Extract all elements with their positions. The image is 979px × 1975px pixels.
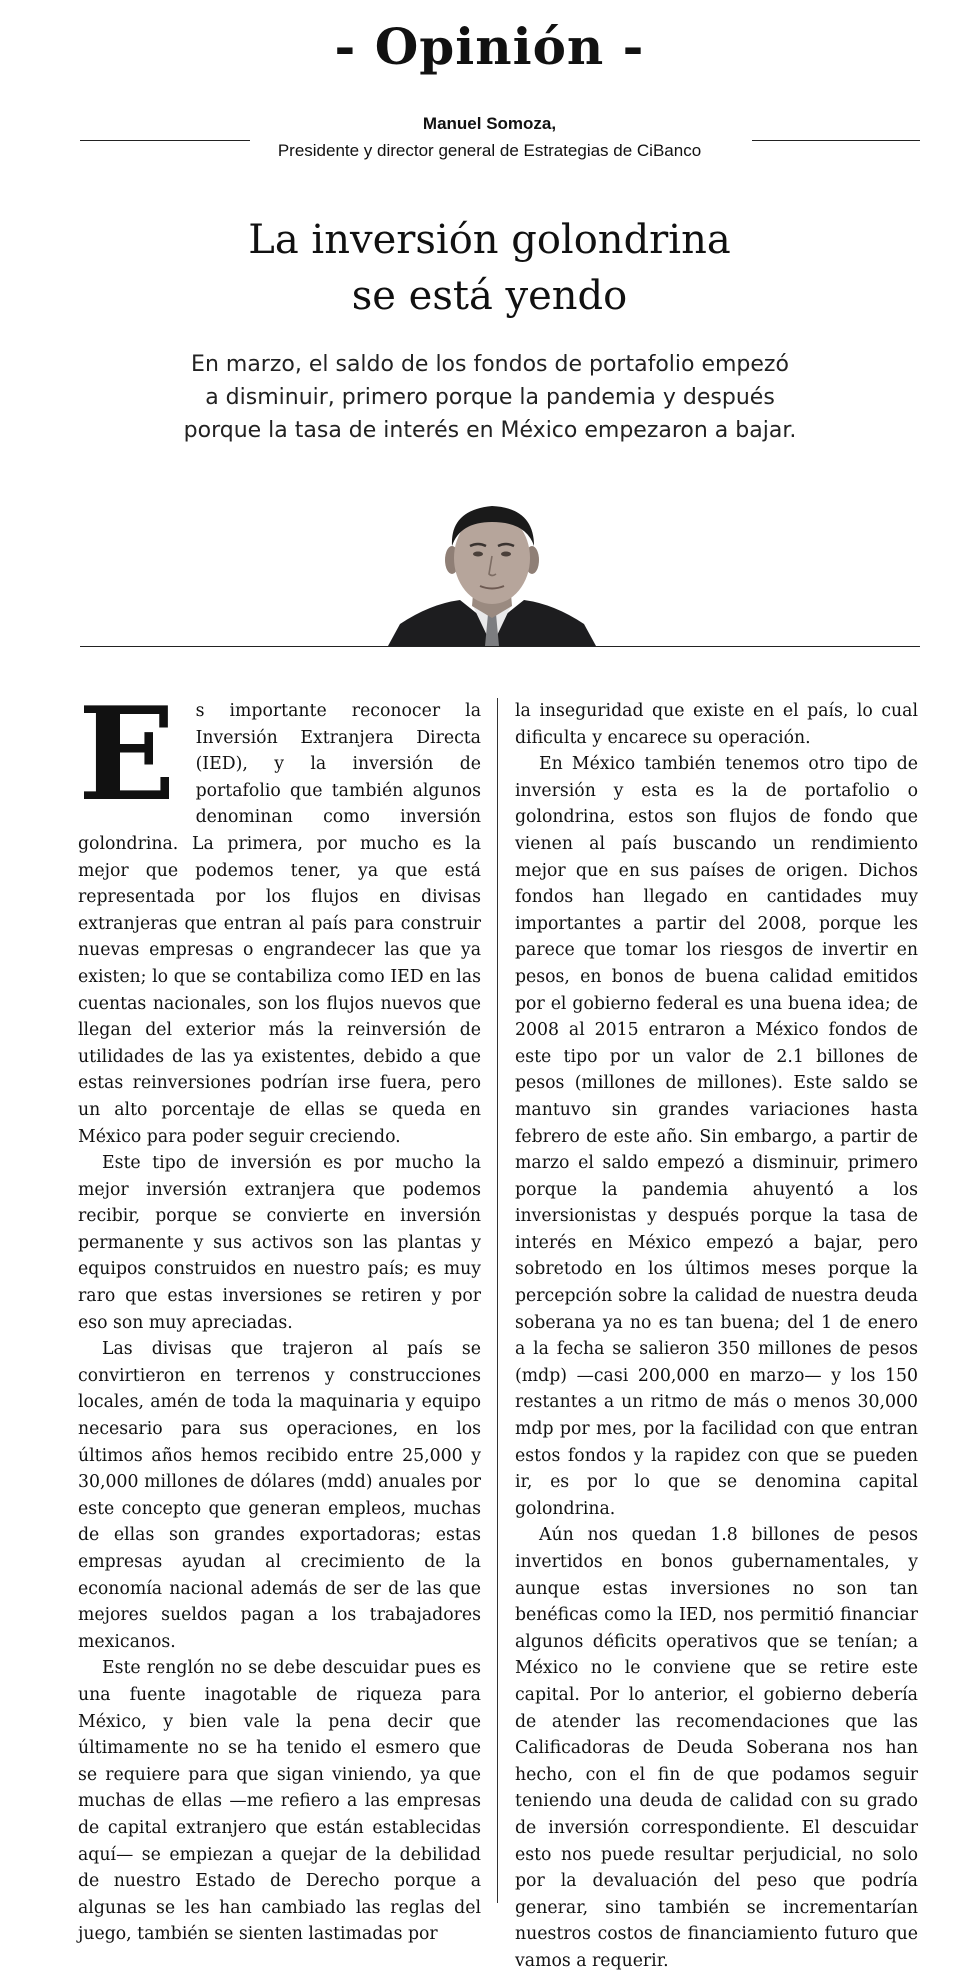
article-paragraph: la inseguridad que existe en el país, lo cual dificulta y encarece su operación. xyxy=(515,701,918,748)
column-divider xyxy=(497,698,498,1903)
headline xyxy=(0,212,979,324)
article-paragraph: En México también tenemos otro tipo de inversión y esta es la de portafolio o golondrina, estos son flujos de fondo que vienen al país buscando un rendimiento mejor que en sus países de origen. Dichos fondos han llegado en cantidades muy importantes a partir del 2008, porque les parece que tomar los riesgos de invertir en pesos, en bonos de buena calidad emitidos por el gobierno federal es una buena idea; de 2008 al 2015 entraron a México fondos de este tipo por un valor de 2.1 billones de pesos (millones de millones). Este saldo se mantuvo sin grandes variaciones hasta febrero de este año. Sin embargo, a partir de marzo el saldo empezó a disminuir, primero porque la pandemia ahuyentó a los inversionistas y después porque la tasa de interés en México empezó a bajar, pero sobretodo en los últimos meses porque la percepción sobre la calidad de nuestra deuda soberana ya no es tan buena; del 1 de enero a la fecha se salieron 350 millones de pesos (mdp) —casi 200,000 en marzo— y los 150 restantes a un ritmo de más o menos 30,000 mdp por mes, por la facilidad con que entran estos fondos y la rapidez con que se pueden ir, es por lo que se denomina capital golondrina. xyxy=(515,754,918,1519)
deck-line: a disminuir, primero porque la pandemia y después xyxy=(205,385,775,410)
article-paragraph: Este tipo de inversión es por mucho la mejor inversión extranjera que podemos recibir, porque se convierte en inversión permanente y sus activos son las plantas y equipos construidos en nuestro país; es muy raro que estas inversiones se retiren y por eso son muy apreciadas. xyxy=(78,1153,481,1333)
drop-cap: E xyxy=(78,680,176,830)
author-role: Presidente y director general de Estrategias de CiBanco xyxy=(277,141,702,160)
photo-baseline-rule xyxy=(80,646,920,647)
author-name: Manuel Somoza, xyxy=(422,114,557,133)
author-photo xyxy=(380,496,604,646)
article-column-right xyxy=(515,698,918,1975)
article-paragraph: Este renglón no se debe descuidar pues es una fuente inagotable de riqueza para México, y bien vale la pena decir que últimamente no se ha tenido el esmero que se requiere para que sigan viniendo, ya que muchas de ellas —me refiero a las empresas de capital extranjero que están establecidas aquí— se empiezan a quejar de la debilidad de nuestro Estado de Derecho porque a algunas se les han cambiado las reglas del juego, también se sienten lastimadas por xyxy=(78,1658,481,1945)
section-title: - Opinión - xyxy=(334,17,645,76)
deck-subtitle xyxy=(120,348,860,447)
article-paragraph: Aún nos quedan 1.8 billones de pesos invertidos en bonos gubernamentales, y aunque estas inversiones no son tan benéficas como la IED, nos permitió financiar algunos déficits operativos que se tenían; a México no le conviene que se retire este capital. Por lo anterior, el gobierno debería de atender las recomendaciones que las Calificadoras de Deuda Soberana nos han hecho, con el fin de que podamos seguir teniendo una deuda de calidad con su grado de inversión correspondiente. El descuidar esto nos puede resultar perjudicial, no solo por la devaluación del peso que podría generar, sino también se incrementarían nuestros costos de financiamiento futuro que vamos a requerir. xyxy=(515,1525,918,1971)
article-paragraph xyxy=(78,680,481,1150)
headline-line: se está yendo xyxy=(351,273,628,319)
deck-line: En marzo, el saldo de los fondos de portafolio empezó xyxy=(191,352,789,377)
article-paragraph: Las divisas que trajeron al país se convirtieron en terrenos y construcciones locales, amén de toda la maquinaria y equipo necesario para sus operaciones, en los últimos años hemos recibido entre 25,000 y 30,000 millones de dólares (mdd) anuales por este concepto que generan empleos, muchas de ellas son grandes exportadoras; estas empresas ayudan al crecimiento de la economía nacional además de ser de las que mejores sueldos pagan a los trabajadores mexicanos. xyxy=(78,1339,481,1652)
headline-line: La inversión golondrina xyxy=(248,217,731,263)
paragraph-text: s importante reconocer la Inversión Extranjera Directa (IED), y la inversión de portafolio que también algunos denominan como inversión golondrina. La primera, por mucho es la mejor que podemos tener, ya que está representada por los flujos en divisas extranjeras que entran al país para construir nuevas empresas o engrandecer las que ya existen; lo que se contabiliza como IED en las cuentas nacionales, son los flujos nuevos que llegan del exterior más la reinversión de utilidades de las ya existentes, debido a que estas reinversiones podrían irse fuera, pero un alto porcentaje de ellas se queda en México para poder seguir creciendo. xyxy=(78,701,481,1147)
article-column-left xyxy=(78,680,481,1948)
deck-line: porque la tasa de interés en México empezaron a bajar. xyxy=(183,418,797,443)
